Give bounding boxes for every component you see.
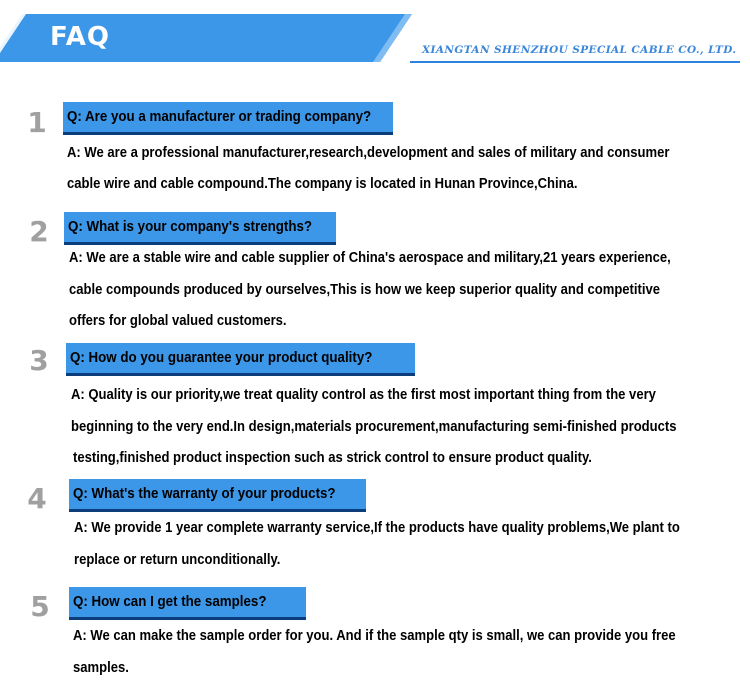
faq-question-box-4	[69, 479, 366, 512]
faq-question-3: Q: How do you guarantee your product quality?	[70, 350, 373, 366]
faq-number-5: 5	[30, 590, 50, 623]
faq-answer-2-line-3: offers for global valued customers.	[69, 313, 287, 329]
faq-question-5: Q: How can I get the samples?	[73, 594, 267, 610]
faq-header	[0, 0, 750, 70]
faq-question-4: Q: What's the warranty of your products?	[73, 486, 336, 502]
faq-number-3: 3	[29, 344, 49, 377]
faq-answer-3-line-1: A: Quality is our priority,we treat quality control as the first most important thing from the very	[71, 387, 656, 403]
faq-answer-4-line-2: replace or return unconditionally.	[74, 552, 281, 568]
company-name: XIANGTAN SHENZHOU SPECIAL CABLE CO., LTD.	[422, 44, 737, 56]
faq-answer-2-line-2: cable compounds produced by ourselves,This is how we keep superior quality and competitive	[69, 282, 661, 298]
faq-answer-5-line-1: A: We can make the sample order for you. And if the sample qty is small, we can provide you free	[73, 628, 676, 644]
faq-question-2: Q: What is your company's strengths?	[68, 219, 313, 235]
faq-answer-3-line-3: testing,finished product inspection such as strick control to ensure product quality.	[73, 450, 592, 466]
faq-number-4: 4	[27, 482, 47, 515]
faq-question-box-2	[64, 212, 336, 245]
faq-answer-1-line-1: A: We are a professional manufacturer,research,development and sales of military and consumer	[67, 145, 670, 161]
faq-number-1: 1	[27, 106, 47, 139]
faq-question-1: Q: Are you a manufacturer or trading company?	[67, 109, 372, 125]
faq-answer-2-line-1: A: We are a stable wire and cable supplier of China's aerospace and military,21 years experience,	[69, 250, 671, 266]
header-banner-graphic	[0, 0, 750, 70]
faq-answer-3-line-2: beginning to the very end.In design,materials procurement,manufacturing semi-finished products	[71, 419, 677, 435]
header-underline	[410, 61, 740, 63]
page-title: FAQ	[50, 22, 111, 52]
faq-question-box-3	[66, 343, 415, 376]
faq-number-2: 2	[29, 215, 49, 248]
faq-answer-5-line-2: samples.	[73, 660, 129, 676]
faq-answer-4-line-1: A: We provide 1 year complete warranty service,If the products have quality problems,We plant to	[74, 520, 680, 536]
faq-question-box-5	[69, 587, 306, 620]
faq-answer-1-line-2: cable wire and cable compound.The company is located in Hunan Province,China.	[67, 176, 578, 192]
faq-question-box-1	[63, 102, 393, 135]
